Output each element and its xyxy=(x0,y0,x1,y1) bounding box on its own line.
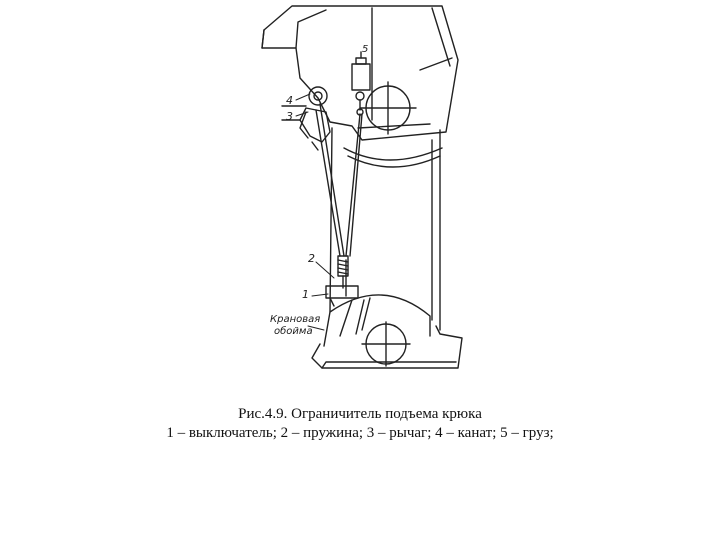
label-part-3: 3 xyxy=(286,110,293,123)
label-part-2: 2 xyxy=(308,252,315,265)
label-part-5: 5 xyxy=(362,44,369,55)
main-frame xyxy=(330,128,440,330)
caption-title: Рис.4.9. Ограничитель подъема крюка xyxy=(238,406,482,422)
rope xyxy=(316,104,362,296)
label-bracket-line2: обойма xyxy=(274,326,313,337)
label-bracket-line1: Крановая xyxy=(270,314,321,325)
label-part-1: 1 xyxy=(302,288,309,301)
label-part-4: 4 xyxy=(286,94,293,107)
load-weight xyxy=(352,52,370,115)
caption-legend: 1 – выключатель; 2 – пружина; 3 – рычаг; 4 – канат; 5 – груз; xyxy=(166,425,554,441)
figure-caption xyxy=(0,405,720,443)
